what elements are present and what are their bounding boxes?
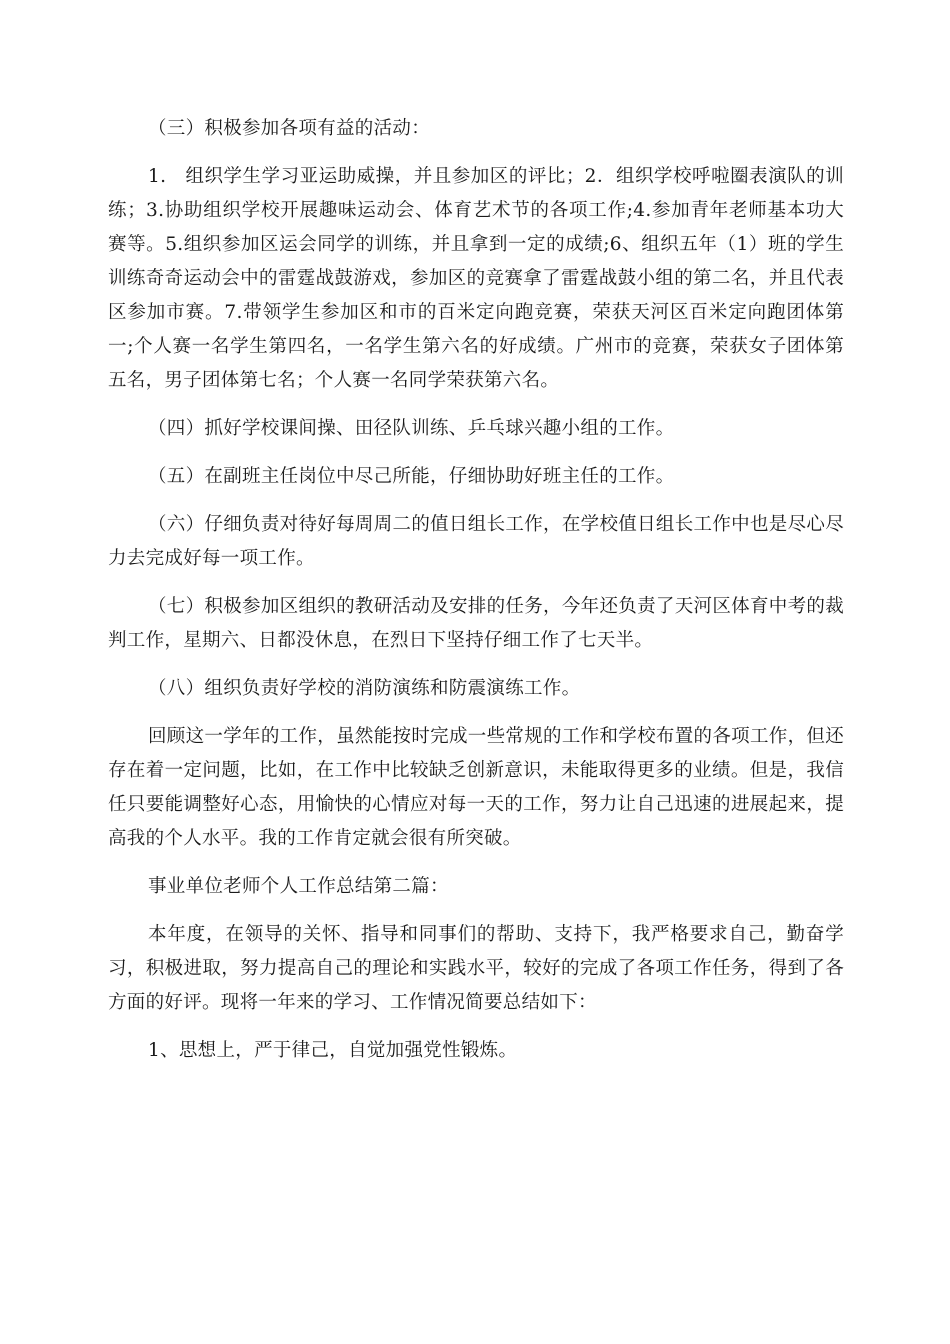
point-1-heading: 1、思想上，严于律己，自觉加强党性锻炼。 [148, 1040, 518, 1061]
document-body [108, 112, 844, 1082]
section-paragraph-6: （六）仔细负责对待好每周周二的值日组长工作，在学校值日组长工作中也是尽心尽力去完成好每一项工作。 [108, 514, 844, 569]
section-heading-4: （四）抓好学校课间操、田径队训练、乒乓球兴趣小组的工作。 [148, 418, 675, 439]
section-heading-3: （三）积极参加各项有益的活动： [148, 118, 431, 139]
review-paragraph: 回顾这一学年的工作，虽然能按时完成一些常规的工作和学校布置的各项工作，但还存在着一定问题，比如，在工作中比较缺乏创新意识，未能取得更多的业绩。但是，我信任只要能调整好心态，用愉快的心情应对每一天的工作，努力让自己迅速的进展起来，提高我的个人水平。我的工作肯定就会很有所突破。 [108, 726, 844, 849]
section-heading-5: （五）在副班主任岗位中尽己所能，仔细协助好班主任的工作。 [148, 466, 675, 487]
annual-intro-paragraph: 本年度，在领导的关怀、指导和同事们的帮助、支持下，我严格要求自己，勤奋学习，积极进取，努力提高自己的理论和实践水平，较好的完成了各项工作任务，得到了各方面的好评。现将一年来的学习、工作情况简要总结如下： [108, 924, 844, 1013]
second-article-title: 事业单位老师个人工作总结第二篇： [148, 876, 449, 897]
activities-paragraph: 1. 组织学生学习亚运助威操，并且参加区的评比；2．组织学校呼啦圈表演队的训练；3.协助组织学校开展趣味运动会、体育艺术节的各项工作;4.参加青年老师基本功大赛等。5.组织参加区运会同学的训练，并且拿到一定的成绩;6、组织五年（1）班的学生训练奇奇运动会中的雷霆战鼓游戏，参加区的竞赛拿了雷霆战鼓小组的第二名，并且代表区参加市赛。7.带领学生参加区和市的百米定向跑竞赛，荣获天河区百米定向跑团体第一;个人赛一名学生第四名，一名学生第六名的好成绩。广州市的竞赛，荣获女子团体第五名，男子团体第七名；个人赛一名同学荣获第六名。 [108, 166, 844, 391]
section-heading-8: （八）组织负责好学校的消防演练和防震演练工作。 [148, 678, 581, 699]
section-paragraph-7: （七）积极参加区组织的教研活动及安排的任务，今年还负责了天河区体育中考的裁判工作，星期六、日都没休息，在烈日下坚持仔细工作了七天半。 [108, 596, 844, 651]
